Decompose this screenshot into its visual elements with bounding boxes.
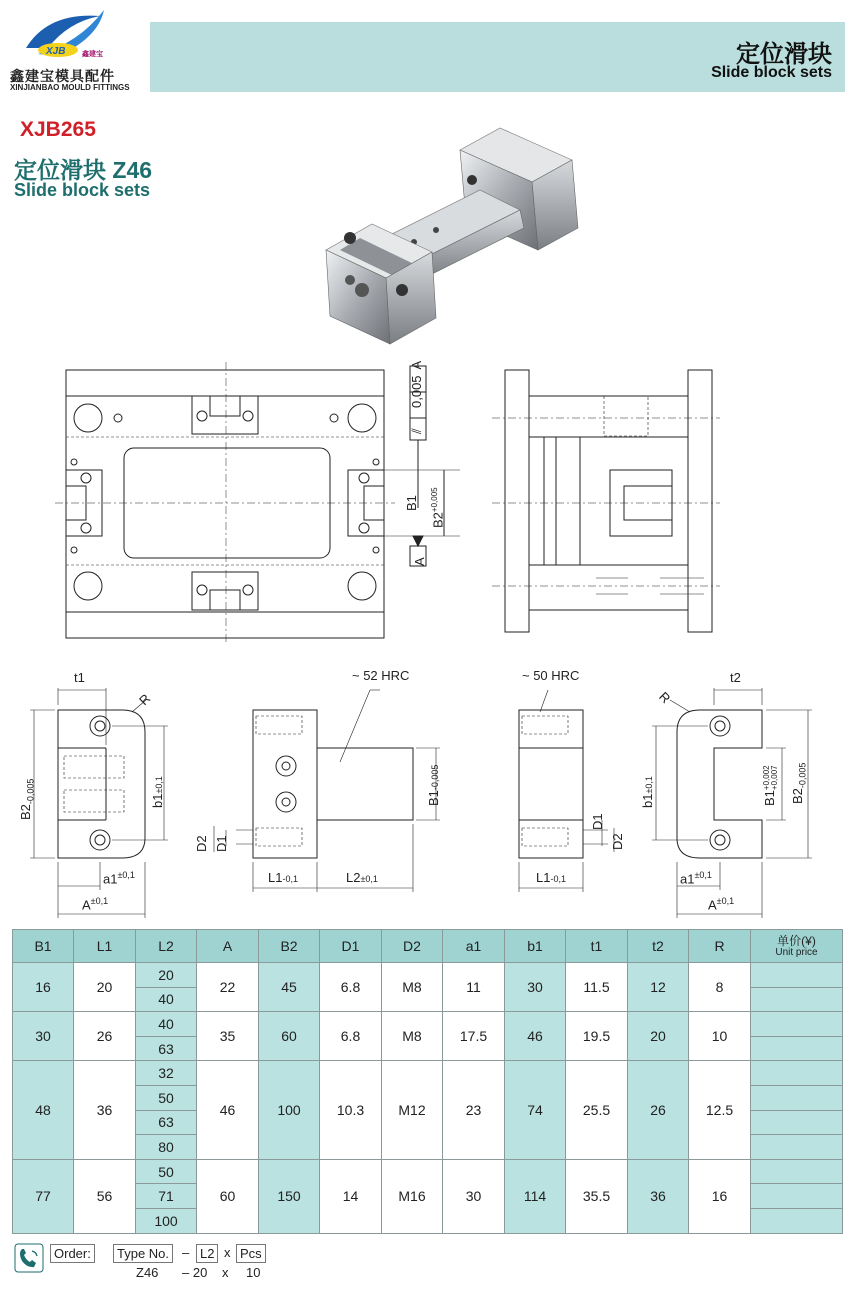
order-pcs: Pcs: [236, 1244, 266, 1263]
cell-a1-lower: 30: [443, 1159, 505, 1233]
cell-a1-lower: 17.5: [443, 1012, 505, 1061]
cell-t2-lower: 20: [628, 1012, 689, 1061]
cell-l1: 56: [74, 1159, 136, 1233]
cell-b1: 77: [13, 1159, 74, 1233]
col-header-b1-lower: b1: [505, 930, 566, 963]
col-header-a: A: [197, 930, 259, 963]
cell-a: 46: [197, 1061, 259, 1159]
product-code: XJB265: [20, 118, 96, 141]
dim-b1-right-tol: B1+0,002 +0,007: [761, 765, 779, 806]
col-header-l2: L2: [136, 930, 197, 963]
cell-unit-price: [751, 1208, 843, 1233]
table-row: [13, 963, 843, 988]
col-header-b1: B1: [13, 930, 74, 963]
cell-l2: 40: [136, 987, 197, 1012]
header-title-en: Slide block sets: [711, 64, 832, 81]
cell-l1: 36: [74, 1061, 136, 1159]
cell-b2: 45: [259, 963, 320, 1012]
cell-l2: 71: [136, 1184, 197, 1209]
dim-b1-left: b1±0,1: [150, 776, 165, 808]
hrc-52-label: ~ 52 HRC: [352, 668, 410, 683]
order-dash: –: [182, 1245, 190, 1260]
dim-a1-left: $a1^{\pm 0,1}$: [103, 870, 135, 887]
col-header-a1-lower: a1: [443, 930, 505, 963]
cell-a: 35: [197, 1012, 259, 1061]
cell-l2: 63: [136, 1036, 197, 1061]
phone-order-icon: [14, 1243, 44, 1273]
dim-t2: t2: [730, 670, 741, 685]
logo-small-text: 鑫建宝: [82, 51, 103, 58]
table-row: [13, 1159, 843, 1184]
dim-b1-mid: B1-0,005: [426, 764, 441, 806]
plan-outline: [66, 370, 384, 638]
cell-unit-price: [751, 1061, 843, 1086]
cell-l2: 50: [136, 1085, 197, 1110]
header-title-cn: 定位滑块: [736, 41, 832, 68]
cell-b1-lower: 114: [505, 1159, 566, 1233]
cell-l2: 20: [136, 963, 197, 988]
brand-name-cn: 鑫建宝模具配件: [10, 68, 115, 84]
cell-unit-price: [751, 1085, 843, 1110]
dim-b2-left: $B2_{-0,005}$: [18, 778, 36, 820]
cell-b2: 100: [259, 1061, 320, 1159]
cell-unit-price: [751, 1110, 843, 1135]
cell-l2: 40: [136, 1012, 197, 1037]
cell-t1-lower: 35.5: [566, 1159, 628, 1233]
dim-b1-label: B1: [404, 495, 419, 511]
product-name-en: Slide block sets: [14, 180, 151, 200]
datum-a-label: A: [412, 557, 427, 566]
brand-name-en: XINJIANBAO MOULD FITTINGS: [10, 83, 130, 92]
cell-unit-price: [751, 963, 843, 988]
cell-t1-lower: 11.5: [566, 963, 628, 1012]
cell-d2: M12: [382, 1061, 443, 1159]
cell-b1: 48: [13, 1061, 74, 1159]
tolerance-value: 0,005: [409, 375, 424, 408]
dim-a-left: $A^{\pm 0,1}$: [82, 896, 109, 913]
cell-t1-lower: 25.5: [566, 1061, 628, 1159]
unit-price-cn: 单价(¥): [777, 933, 816, 948]
col-header-d2: D2: [382, 930, 443, 963]
cell-unit-price: [751, 1012, 843, 1037]
cell-t2-lower: 36: [628, 1159, 689, 1233]
cell-unit-price: [751, 1184, 843, 1209]
col-header-t1-lower: t1: [566, 930, 628, 963]
cell-a1-lower: 11: [443, 963, 505, 1012]
order-example-l2: – 20: [182, 1265, 208, 1280]
cell-unit-price: [751, 1036, 843, 1061]
dim-b1-right: b1±0,1: [640, 776, 655, 808]
order-x: x: [224, 1245, 231, 1260]
col-header-unit-price: [751, 930, 843, 963]
table-row: [13, 1012, 843, 1037]
order-example-pcs: 10: [246, 1265, 261, 1280]
cell-l1: 20: [74, 963, 136, 1012]
dim-l2-mid: L2±0,1: [346, 870, 378, 885]
cell-r: 8: [689, 963, 751, 1012]
cell-d1: 14: [320, 1159, 382, 1233]
cell-unit-price: [751, 987, 843, 1012]
cell-l2: 50: [136, 1159, 197, 1184]
order-type-no: Type No.: [113, 1244, 173, 1263]
cell-d1: 10.3: [320, 1061, 382, 1159]
order-label: Order:: [50, 1244, 95, 1263]
cell-d1: 6.8: [320, 963, 382, 1012]
dim-l1-mid: L1-0,1: [268, 870, 298, 885]
dim-d2-right: D2: [610, 833, 625, 850]
cell-r: 10: [689, 1012, 751, 1061]
cell-t2-lower: 26: [628, 1061, 689, 1159]
dim-r-left: R: [136, 690, 154, 709]
product-photo: [310, 120, 590, 350]
cell-d2: M8: [382, 963, 443, 1012]
cell-r: 12.5: [689, 1061, 751, 1159]
cell-l2: 32: [136, 1061, 197, 1086]
cell-l2: 100: [136, 1208, 197, 1233]
table-row: [13, 1061, 843, 1086]
dim-r-right: R: [656, 688, 674, 707]
order-example-x: x: [222, 1265, 229, 1280]
cell-b1-lower: 30: [505, 963, 566, 1012]
col-header-b2: B2: [259, 930, 320, 963]
dim-d2-mid: D2: [194, 835, 209, 852]
cell-a1-lower: 23: [443, 1061, 505, 1159]
cell-l2: 63: [136, 1110, 197, 1135]
cell-d2: M16: [382, 1159, 443, 1233]
dim-d1-right: D1: [590, 813, 605, 830]
cell-a: 60: [197, 1159, 259, 1233]
cell-b1: 16: [13, 963, 74, 1012]
hrc-50-label: ~ 50 HRC: [522, 668, 580, 683]
dim-b2-label: $B2^{+0,005}$: [430, 487, 446, 528]
col-header-t2-lower: t2: [628, 930, 689, 963]
dim-a1-right: $a1^{\pm 0,1}$: [680, 870, 712, 887]
col-header-d1: D1: [320, 930, 382, 963]
col-header-l1: L1: [74, 930, 136, 963]
cell-unit-price: [751, 1159, 843, 1184]
product-name-cn: 定位滑块 Z46: [14, 157, 153, 183]
cell-d2: M8: [382, 1012, 443, 1061]
cell-t2-lower: 12: [628, 963, 689, 1012]
dim-l1-right: L1-0,1: [536, 870, 566, 885]
cell-l2: 80: [136, 1135, 197, 1160]
dim-t1: t1: [74, 670, 85, 685]
dim-a-right: $A^{\pm 0,1}$: [708, 896, 735, 913]
cell-l1: 26: [74, 1012, 136, 1061]
dim-b2-right: $B2_{-0,005}$: [790, 762, 808, 804]
cell-d1: 6.8: [320, 1012, 382, 1061]
dim-d1-mid: D1: [214, 835, 229, 852]
order-l2: L2: [196, 1244, 218, 1263]
cell-a: 22: [197, 963, 259, 1012]
order-example-type: Z46: [136, 1265, 159, 1280]
cell-r: 16: [689, 1159, 751, 1233]
tolerance-frame: ⫽0,005A: [409, 360, 424, 434]
cell-b2: 60: [259, 1012, 320, 1061]
cell-unit-price: [751, 1135, 843, 1160]
table-header-row: [13, 930, 843, 963]
cell-b2: 150: [259, 1159, 320, 1233]
unit-price-en: Unit price: [775, 946, 818, 958]
logo-xjb-text: XJB: [46, 46, 66, 57]
tolerance-datum: A: [409, 360, 424, 370]
cell-b1-lower: 74: [505, 1061, 566, 1159]
cell-b1: 30: [13, 1012, 74, 1061]
spec-table: [12, 929, 843, 1234]
col-header-r: R: [689, 930, 751, 963]
cell-b1-lower: 46: [505, 1012, 566, 1061]
cell-t1-lower: 19.5: [566, 1012, 628, 1061]
